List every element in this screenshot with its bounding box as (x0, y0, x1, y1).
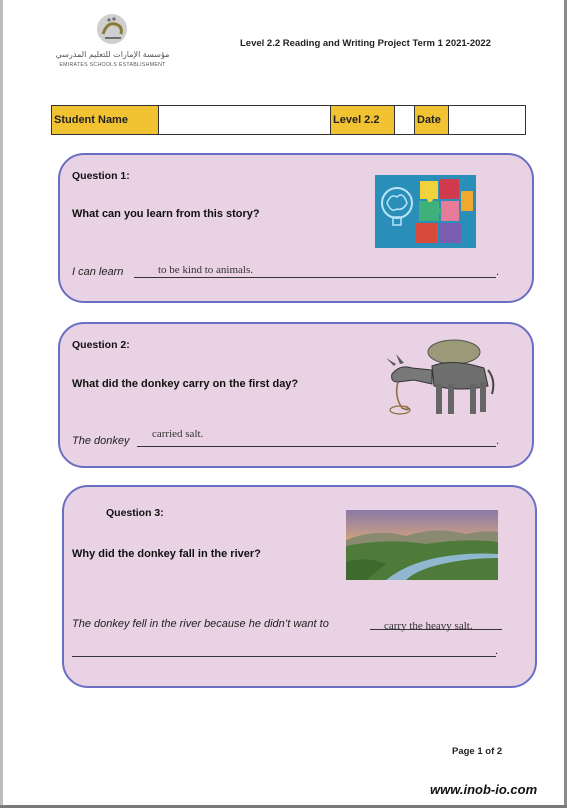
question-1-answer: to be kind to animals. (158, 264, 254, 276)
question-2-answer: carried salt. (152, 428, 204, 440)
question-3-text: Why did the donkey fall in the river? (72, 548, 261, 560)
question-2-text: What did the donkey carry on the first day? (72, 378, 299, 390)
question-3-prompt: The donkey fell in the river because he didn’t want to (72, 618, 329, 630)
brain-puzzle-image (375, 175, 476, 248)
question-3-label: Question 3: (106, 507, 164, 519)
student-name-field[interactable] (159, 106, 331, 134)
document-title: Level 2.2 Reading and Writing Project Term 1 2021-2022 (240, 38, 491, 49)
page-border-left (0, 0, 3, 808)
question-2-prompt: The donkey (72, 435, 130, 447)
level-field[interactable] (395, 106, 415, 134)
level-label: Level 2.2 (331, 106, 395, 134)
school-logo (50, 12, 180, 72)
question-1-text: What can you learn from this story? (72, 208, 260, 220)
question-3-answer: carry the heavy salt. (384, 620, 473, 632)
river-landscape-image (346, 510, 498, 580)
question-2-answer-line[interactable] (137, 446, 496, 447)
page-number: Page 1 of 2 (452, 746, 503, 757)
date-label: Date (415, 106, 449, 134)
question-1-answer-line[interactable] (134, 277, 496, 278)
question-1-end-mark: . (496, 266, 500, 278)
logo-arabic-text: مؤسسة الإمارات للتعليم المدرسي (55, 50, 170, 59)
question-1-label: Question 1: (72, 170, 130, 182)
question-1-prompt: I can learn (72, 266, 124, 278)
date-field[interactable] (449, 106, 525, 134)
student-info-table (51, 105, 526, 135)
donkey-image (372, 336, 502, 422)
question-3-end-mark: . (495, 645, 499, 657)
logo-english-text: EMIRATES SCHOOLS ESTABLISHMENT (59, 62, 166, 68)
student-name-label: Student Name (52, 106, 159, 134)
question-2-label: Question 2: (72, 339, 130, 351)
watermark-url[interactable]: www.inob-io.com (430, 782, 538, 797)
question-3-answer-line-2[interactable] (72, 656, 496, 657)
logo-mark-icon (95, 12, 131, 48)
question-2-end-mark: . (496, 435, 500, 447)
